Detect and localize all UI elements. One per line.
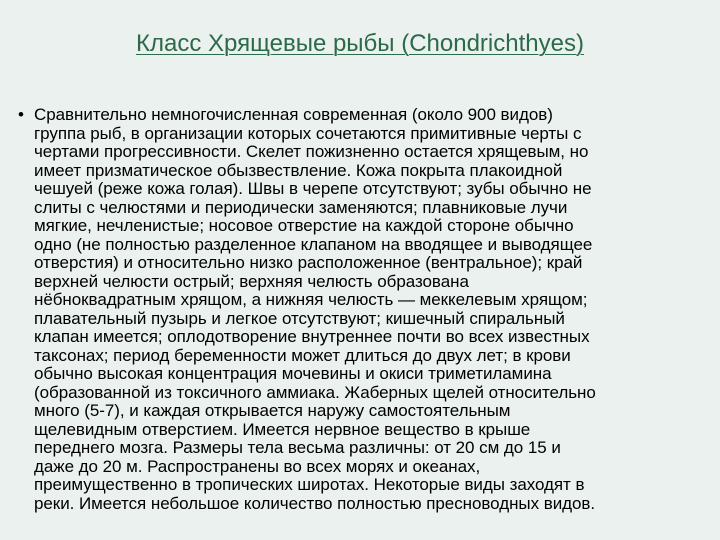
paragraph-line: верхней челюсти острый; верхняя челюсть образована — [34, 271, 469, 291]
paragraph-line: чертами прогрессивности. Скелет пожизненно остается хрящевым, но — [34, 142, 589, 161]
paragraph-line: Сравнительно немногочисленная современная (около 900 видов) — [34, 105, 553, 124]
paragraph-line: щелевидным отверстием. Имеется нервное вещество в крыше — [34, 419, 531, 439]
bullet-item — [8, 106, 713, 513]
paragraph-line: плавательный пузырь и легкое отсутствуют; кишечный спиральный — [34, 308, 565, 328]
bullet-icon: • — [18, 105, 24, 124]
bullet-paragraph — [34, 106, 713, 513]
paragraph-line: одно (не полностью разделенное клапаном на вводящее и выводящее — [34, 234, 593, 254]
paragraph-line: мягкие, нечленистые; носовое отверстие на каждой стороне обычно — [34, 216, 574, 235]
paragraph-line: группа рыб, в организации которых сочетаются примитивные черты с — [34, 123, 582, 143]
paragraph-line: обычно высокая концентрация мочевины и окиси триметиламина — [34, 364, 552, 383]
paragraph-line: имеет призматическое обызвествление. Кожа покрыта плакоидной — [34, 160, 563, 180]
paragraph-line: (образованной из токсичного аммиака. Жаберных щелей относительно — [34, 382, 596, 402]
paragraph-line: клапан имеется; оплодотворение внутреннее почти во всех известных — [34, 327, 590, 346]
paragraph-line: отверстия) и относительно низко расположенное (вентральное); край — [34, 253, 583, 272]
paragraph-line: чешуей (реже кожа голая). Швы в черепе отсутствуют; зубы обычно не — [34, 179, 592, 198]
slide-content — [8, 106, 713, 513]
slide-title: Класс Хрящевые рыбы (Chondrichthyes) — [136, 30, 584, 57]
paragraph-line: много (5-7), и каждая открывается наружу самостоятельным — [34, 401, 511, 420]
paragraph-line: слиты с челюстями и периодически заменяются; плавниковые лучи — [34, 197, 568, 217]
paragraph-line: нёбноквадратным хрящом, а нижняя челюсть — меккелевым хрящом; — [34, 290, 588, 309]
paragraph-line: реки. Имеется небольшое количество полностью пресноводных видов. — [34, 493, 596, 513]
paragraph-line: переднего мозга. Размеры тела весьма различны: от 20 см до 15 и — [34, 438, 561, 457]
paragraph-line: таксонах; период беременности может длиться до двух лет; в крови — [34, 345, 571, 365]
paragraph-line: даже до 20 м. Распространены во всех морях и океанах, — [34, 456, 481, 476]
paragraph-line: преимущественно в тропических широтах. Некоторые виды заходят в — [34, 475, 585, 494]
